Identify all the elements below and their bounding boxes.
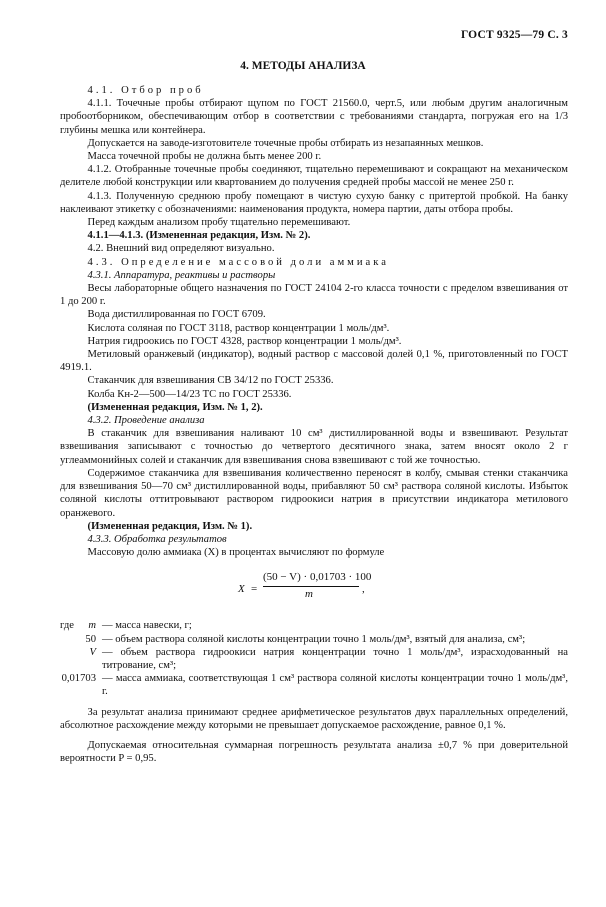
paragraph-procedure-1: В стаканчик для взвешивания наливают 10 см³ дистиллированной воды и взвешивают. Результат взвешивания записывают с точностью до четвертого десятичного знака, затем вносят около 2 г углеаммонийных солей и стаканчик для взвешивания снова взвешивают с той же точностью. [60,428,568,466]
paragraph-acid: Кислота соляная по ГОСТ 3118, раствор концентрации 1 моль/дм³. [87,322,390,334]
formula-lhs: X [238,583,245,596]
definition-symbol: 0,01703 [61,673,96,685]
paragraph-4-3-2: 4.3.2. Проведение анализа [87,415,205,427]
definition-text: — объем раствора соляной кислоты концентрации точно 1 моль/дм³, взятый для анализа, см³; [102,633,526,645]
definition-text: — объем раствора гидроокиси натрия концентрации точно 1 моль/дм³, израсходованный на титрование, см³; [102,646,568,671]
definition-item [60,633,568,646]
definition-item [60,672,568,698]
formula-denominator: m [305,588,313,601]
paragraph-naoh: Натрия гидроокись по ГОСТ 4328, раствор концентрации 1 моль/дм³. [87,335,402,347]
definition-item [60,646,568,672]
definition-symbol: m [88,620,96,632]
section-title: 4. МЕТОДЫ АНАЛИЗА [240,60,366,72]
formula-equals: = [251,583,258,596]
revision-note-1: 4.1.1—4.1.3. (Измененная редакция, Изм. № 2). [87,230,311,242]
paragraph-cup: Стаканчик для взвешивания СВ 34/12 по ГОСТ 25336. [87,375,334,387]
formula-fraction-bar [263,586,359,587]
paragraph-water: Вода дистиллированная по ГОСТ 6709. [87,309,266,321]
paragraph-4-3-3: 4.3.3. Обработка результатов [87,533,227,545]
revision-note-2: (Измененная редакция, Изм. № 1, 2). [87,401,263,413]
definition-lead: где [60,620,74,632]
paragraph-result-1: За результат анализа принимают среднее арифметическое результатов двух параллельных определений, абсолютное расхождение между которыми не превышает допускаемое расхождение, равное 0,1 %. [60,706,568,731]
definition-symbol: 50 [85,633,96,645]
ammonia-formula [60,569,568,609]
revision-note-3: (Измененная редакция, Изм. № 1). [87,520,253,532]
paragraph-4-3: 4.3. Определение массовой доли аммиака [87,256,389,268]
paragraph-before-analysis: Перед каждым анализом пробу тщательно перемешивают. [87,217,351,229]
definition-text: — масса навески, г; [102,620,192,632]
definition-symbol: V [89,646,96,658]
paragraph-4-1: 4.1. Отбор проб [87,85,204,96]
paragraph-procedure-2: Содержимое стаканчика для взвешивания количественно переносят в колбу, смывая стенки стаканчика для взвешивания 50—70 см³ дистиллированной воды, прибавляют 50 см³ раствора соляной кислоты. Избыток соляной кислоты оттитровывают раствором гидроокиси натрия в присутствии индикатора метилового оранжевого. [60,467,568,519]
paragraph-result-2: Допускаемая относительная суммарная погрешность результата анализа ±0,7 % при доверительной вероятности P = 0,95. [60,739,568,765]
paragraph-4-3-1: 4.3.1. Аппаратура, реактивы и растворы [87,269,276,281]
paragraph-allowed: Допускается на заводе-изготовителе точечные пробы отбирать из незапаянных мешков. [87,137,484,149]
paragraph-4-1-1: 4.1.1. Точечные пробы отбирают щупом по ГОСТ 21560.0, черт.5, или любым другим аналогичным пробоотборником, обеспечивающим отбор в соответствии с требованиями стандарта, погружая его на 1/3 глубины мешка или контейнера. [60,98,568,136]
paragraph-4-1-2: 4.1.2. Отобранные точечные пробы соединяют, тщательно перемешивают и сокращают на механическом делителе любой конструкции или квартованием до получения средней пробы массой не менее 250 г. [60,164,568,189]
document-body [60,84,568,765]
paragraph-scales: Весы лабораторные общего назначения по ГОСТ 24104 2-го класса точности с пределом взвешивания от 1 до 200 г. [60,283,568,308]
paragraph-formula-intro: Массовую долю аммиака (X) в процентах вычисляют по формуле [87,547,385,559]
formula-trail: , [362,583,365,596]
paragraph-methyl-orange: Метиловый оранжевый (индикатор), водный раствор с массовой долей 0,1 %, приготовленный по ГОСТ 4919.1. [60,349,568,374]
paragraph-4-2: 4.2. Внешний вид определяют визуально. [87,243,275,255]
definition-item [60,619,568,632]
paragraph-4-1-3: 4.1.3. Полученную среднюю пробу помещают в чистую сухую банку с притертой пробкой. На банку наклеивают этикетку с обозначениями: наименования продукта, номера партии, даты отбора пробы. [60,190,568,215]
definition-text: — масса аммиака, соответствующая 1 см³ раствора соляной кислоты концентрации точно 1 моль/дм³, г. [102,673,568,698]
variable-definitions [0,619,568,698]
page-header: ГОСТ 9325—79 С. 3 [460,29,568,41]
paragraph-flask: Колба Кн-2—500—14/23 ТС по ГОСТ 25336. [87,388,292,400]
formula-numerator: (50 − V) · 0,01703 · 100 [263,571,372,584]
paragraph-mass: Масса точечной пробы не должна быть менее 200 г. [87,151,322,163]
